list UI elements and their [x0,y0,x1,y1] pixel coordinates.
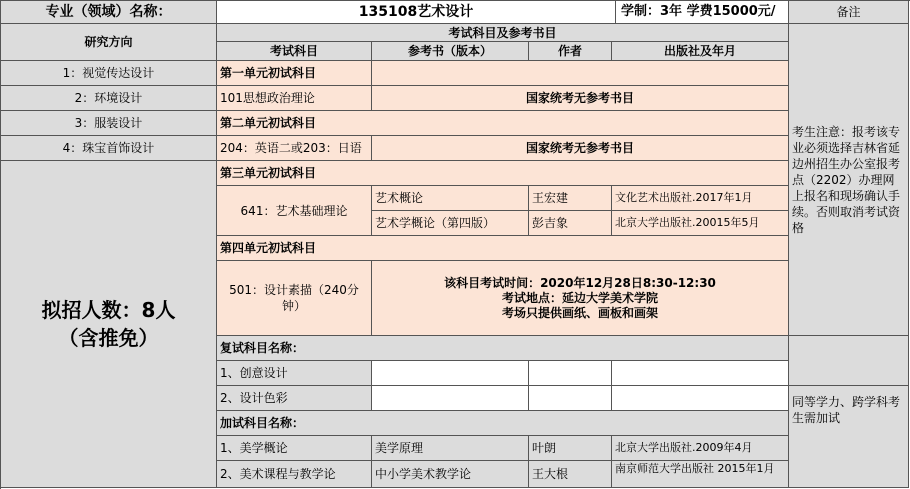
retest-item-1: 1、创意设计 [217,361,372,386]
direction-2: 2：环境设计 [1,86,217,111]
unit1-note: 国家统考无参考书目 [372,86,789,111]
retest-item-2: 2、设计色彩 [217,386,372,411]
additional-publisher-1: 北京大学出版社.2009年4月 [612,436,789,461]
remark-main: 考生注意：报考该专业必须选择吉林省延边州招生办公室报考点（2202）办理网上报名和现场确认手续。否则取消考试资格 [789,24,909,336]
additional-subject-2: 2、美术课程与教学论 [217,461,372,488]
retest-row2-publisher [612,386,789,411]
duration-fee: 学制：3年 学费15000元/ [616,1,789,24]
enrollment-line1: 拟招人数：8人 [41,298,176,322]
unit1-title-fill [372,61,789,86]
major-label: 专业（领域）名称： [1,1,217,24]
remark-retest: 同等学力、跨学科考生需加试 [789,386,909,488]
retest-row1-publisher [612,361,789,386]
author-header: 作者 [529,42,612,61]
unit3-book-2: 艺术学概论（第四版） [372,211,529,236]
unit3-publisher-1: 文化艺术出版社.2017年1月 [612,186,789,211]
retest-title: 复试科目名称： [217,336,789,361]
unit4-title: 第四单元初试科目 [217,236,789,261]
unit3-subject: 641：艺术基础理论 [217,186,372,236]
unit2-title: 第二单元初试科目 [217,111,789,136]
additional-publisher-2: 南京师范大学出版社 2015年1月 [612,461,789,488]
unit2-subject: 204：英语二或203：日语 [217,136,372,161]
retest-row2-author [529,386,612,411]
additional-book-2: 中小学美术教学论 [372,461,529,488]
unit3-title: 第三单元初试科目 [217,161,789,186]
unit4-subject: 501：设计素描（240分钟） [217,261,372,336]
unit3-publisher-2: 北京大学出版社.20015年5月 [612,211,789,236]
remark-retest-top [789,336,909,386]
unit3-book-1: 艺术概论 [372,186,529,211]
enrollment-line2: （含推免） [58,326,159,350]
retest-row1-author [529,361,612,386]
retest-row2-book [372,386,529,411]
retest-row1-book [372,361,529,386]
remarks-label: 备注 [789,1,909,24]
additional-book-1: 美学原理 [372,436,529,461]
major-value: 135108艺术设计 [217,1,616,24]
unit3-author-1: 王宏建 [529,186,612,211]
unit4-exam-supplies: 考场只提供画纸、画板和画架 [501,305,658,320]
publisher-header: 出版社及年月 [612,42,789,61]
additional-author-1: 叶朗 [529,436,612,461]
reference-book-header: 参考书（版本） [372,42,529,61]
research-direction-header: 研究方向 [1,24,217,61]
direction-4: 4：珠宝首饰设计 [1,136,217,161]
enrollment-count [1,161,217,488]
unit4-exam-time: 该科目考试时间：2020年12月28日8:30-12:30 [444,275,716,290]
exam-subject-header: 考试科目 [217,42,372,61]
direction-1: 1：视觉传达设计 [1,61,217,86]
unit1-subject: 101思想政治理论 [217,86,372,111]
unit3-author-2: 彭吉象 [529,211,612,236]
additional-subject-1: 1、美学概论 [217,436,372,461]
unit4-exam-location: 考试地点：延边大学美术学院 [501,290,658,305]
additional-author-2: 王大根 [529,461,612,488]
unit2-note: 国家统考无参考书目 [372,136,789,161]
direction-3: 3：服装设计 [1,111,217,136]
unit1-title: 第一单元初试科目 [217,61,372,86]
additional-title: 加试科目名称： [217,411,789,436]
unit4-info [372,261,789,336]
exam-subjects-refs-header: 考试科目及参考书目 [217,24,789,42]
